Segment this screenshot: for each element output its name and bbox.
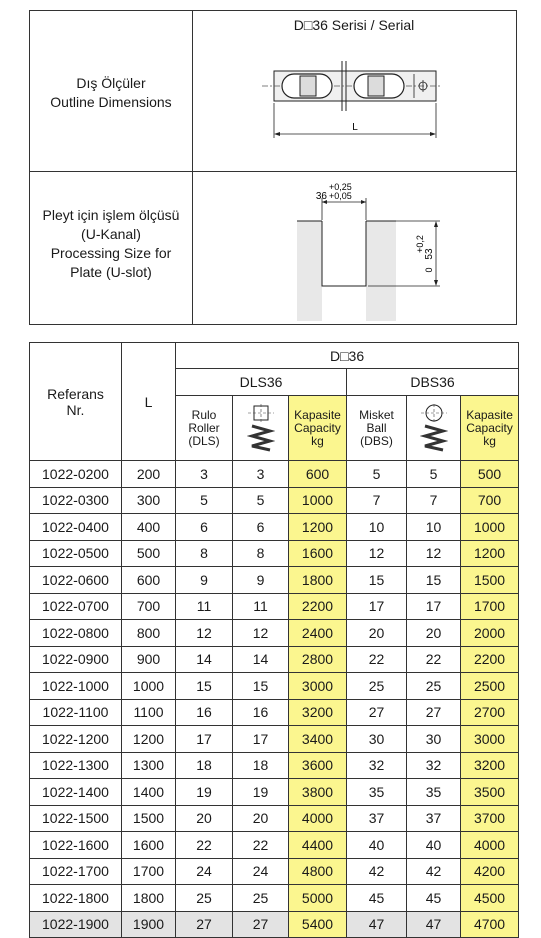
cell-dbs-ball-qty: 27: [407, 699, 461, 726]
cell-dls-roller-qty: 5: [233, 487, 289, 514]
cell-dbs-ball-qty: 10: [407, 514, 461, 541]
cell-l: 400: [122, 514, 176, 541]
cell-dbs-ball: 42: [347, 858, 407, 885]
cell-dls-roller: 15: [176, 673, 233, 700]
cell-dbs-ball: 22: [347, 646, 407, 673]
cell-l: 500: [122, 540, 176, 567]
cell-dls-roller: 18: [176, 752, 233, 779]
cell-dls-roller: 6: [176, 514, 233, 541]
cell-l: 300: [122, 487, 176, 514]
table-row: [30, 726, 519, 753]
cell-dls-roller-qty: 8: [233, 540, 289, 567]
cell-referans: 1022-0200: [30, 461, 122, 488]
cell-dls-capacity: 1000: [289, 487, 347, 514]
length-dimension-label: L: [352, 122, 358, 133]
dbs-header: DBS36: [347, 369, 519, 396]
cell-dbs-capacity: 4700: [461, 911, 519, 938]
table-row: [30, 779, 519, 806]
cell-dls-capacity: 2200: [289, 593, 347, 620]
cell-dls-roller-qty: 14: [233, 646, 289, 673]
cell-dls-roller-qty: 16: [233, 699, 289, 726]
processing-line-4: Plate (U-slot): [70, 264, 152, 280]
cell-referans: 1022-1300: [30, 752, 122, 779]
roller-spring-icon: [247, 404, 275, 452]
cell-dbs-ball-qty: 35: [407, 779, 461, 806]
table-row: [30, 620, 519, 647]
spec-table: [29, 342, 519, 938]
cell-dbs-ball-qty: 7: [407, 487, 461, 514]
table-body: [30, 461, 519, 938]
col-header-capacity-dbs: Kapasite Capacity kg: [461, 396, 519, 461]
cell-l: 600: [122, 567, 176, 594]
cell-l: 1600: [122, 832, 176, 859]
col-header-ball-icon: [407, 396, 461, 461]
cell-dbs-ball-qty: 40: [407, 832, 461, 859]
cell-dbs-capacity: 2200: [461, 646, 519, 673]
cell-dbs-ball: 5: [347, 461, 407, 488]
processing-line-2: (U-Kanal): [81, 226, 141, 242]
outline-drawing: [260, 56, 450, 146]
col-header-capacity-dls: Kapasite Capacity kg: [289, 396, 347, 461]
cell-dbs-ball: 40: [347, 832, 407, 859]
cell-dbs-ball: 45: [347, 885, 407, 912]
divider-horizontal: [30, 171, 516, 172]
cell-l: 1400: [122, 779, 176, 806]
cell-dls-roller-qty: 11: [233, 593, 289, 620]
table-row: [30, 646, 519, 673]
cell-dls-roller: 11: [176, 593, 233, 620]
cell-dbs-ball: 17: [347, 593, 407, 620]
cell-dbs-ball: 20: [347, 620, 407, 647]
cell-dbs-capacity: 3700: [461, 805, 519, 832]
cell-l: 1200: [122, 726, 176, 753]
cell-dbs-ball-qty: 20: [407, 620, 461, 647]
cell-dls-roller: 24: [176, 858, 233, 885]
cell-dbs-ball-qty: 30: [407, 726, 461, 753]
cell-dls-capacity: 2800: [289, 646, 347, 673]
processing-size-label: [30, 206, 192, 282]
cell-dls-capacity: 4800: [289, 858, 347, 885]
cell-dls-roller-qty: 18: [233, 752, 289, 779]
cell-dbs-capacity: 2000: [461, 620, 519, 647]
cell-l: 200: [122, 461, 176, 488]
cell-dbs-ball-qty: 17: [407, 593, 461, 620]
cell-dls-roller-qty: 15: [233, 673, 289, 700]
cell-dbs-ball-qty: 22: [407, 646, 461, 673]
cell-dls-capacity: 3200: [289, 699, 347, 726]
serial-title: D□36 Serisi / Serial: [293, 17, 415, 33]
cell-dbs-ball: 12: [347, 540, 407, 567]
slot-width-value: 36: [315, 191, 327, 202]
slot-depth-tolerance-upper: +0,2: [415, 235, 425, 253]
cell-referans: 1022-0900: [30, 646, 122, 673]
cell-dls-roller: 16: [176, 699, 233, 726]
cell-l: 1000: [122, 673, 176, 700]
cell-dls-roller: 17: [176, 726, 233, 753]
col-header-roller-icon: [233, 396, 289, 461]
cell-dbs-capacity: 700: [461, 487, 519, 514]
cell-dbs-capacity: 1700: [461, 593, 519, 620]
u-slot-drawing: [292, 176, 452, 324]
cell-dls-roller: 19: [176, 779, 233, 806]
cell-dbs-ball: 37: [347, 805, 407, 832]
cell-referans: 1022-0500: [30, 540, 122, 567]
cell-dls-capacity: 5400: [289, 911, 347, 938]
cell-dls-capacity: 4000: [289, 805, 347, 832]
dls-header: DLS36: [176, 369, 347, 396]
group-header: D□36: [176, 343, 519, 369]
cell-dbs-capacity: 1200: [461, 540, 519, 567]
cell-dbs-capacity: 500: [461, 461, 519, 488]
cell-dbs-ball-qty: 15: [407, 567, 461, 594]
cell-referans: 1022-1800: [30, 885, 122, 912]
cell-referans: 1022-1900: [30, 911, 122, 938]
cell-dls-roller: 3: [176, 461, 233, 488]
col-header-rulo: Rulo Roller (DLS): [176, 396, 233, 461]
cell-dbs-capacity: 1500: [461, 567, 519, 594]
cell-dls-capacity: 1800: [289, 567, 347, 594]
cell-dbs-capacity: 3200: [461, 752, 519, 779]
table-row: [30, 461, 519, 488]
cell-referans: 1022-0400: [30, 514, 122, 541]
cell-l: 1100: [122, 699, 176, 726]
cell-l: 1900: [122, 911, 176, 938]
cell-dls-capacity: 1600: [289, 540, 347, 567]
cell-referans: 1022-1200: [30, 726, 122, 753]
cell-dls-roller-qty: 12: [233, 620, 289, 647]
cell-dbs-ball: 30: [347, 726, 407, 753]
cell-dls-capacity: 600: [289, 461, 347, 488]
table-row: [30, 805, 519, 832]
cell-dls-capacity: 1200: [289, 514, 347, 541]
cell-dbs-capacity: 3000: [461, 726, 519, 753]
cell-referans: 1022-0300: [30, 487, 122, 514]
col-header-l: L: [122, 343, 176, 461]
cell-dls-roller-qty: 6: [233, 514, 289, 541]
table-row: [30, 911, 519, 938]
table-row: [30, 487, 519, 514]
slot-depth-tolerance-lower: 0: [424, 267, 434, 273]
cell-l: 1500: [122, 805, 176, 832]
table-row: [30, 514, 519, 541]
cell-dbs-ball-qty: 42: [407, 858, 461, 885]
table-row: [30, 567, 519, 594]
cell-l: 800: [122, 620, 176, 647]
table-row: [30, 885, 519, 912]
slot-width-tolerance-lower: +0,05: [329, 191, 352, 201]
cell-dls-roller: 12: [176, 620, 233, 647]
table-row: [30, 858, 519, 885]
cell-dbs-ball: 35: [347, 779, 407, 806]
cell-dls-capacity: 4400: [289, 832, 347, 859]
cell-referans: 1022-0800: [30, 620, 122, 647]
divider-vertical: [192, 11, 193, 324]
cell-dls-roller-qty: 19: [233, 779, 289, 806]
ball-spring-icon: [420, 404, 448, 452]
cell-dbs-ball: 15: [347, 567, 407, 594]
cell-dls-roller: 22: [176, 832, 233, 859]
cell-dbs-capacity: 4200: [461, 858, 519, 885]
table-row: [30, 832, 519, 859]
cell-dls-roller-qty: 3: [233, 461, 289, 488]
cell-dbs-ball: 10: [347, 514, 407, 541]
table-row: [30, 540, 519, 567]
col-header-referans: Referans Nr.: [30, 343, 122, 461]
cell-dbs-ball-qty: 37: [407, 805, 461, 832]
cell-dbs-ball: 7: [347, 487, 407, 514]
cell-dls-roller: 8: [176, 540, 233, 567]
cell-dbs-ball-qty: 47: [407, 911, 461, 938]
cell-dbs-ball: 25: [347, 673, 407, 700]
table-row: [30, 752, 519, 779]
cell-dls-capacity: 3400: [289, 726, 347, 753]
cell-dls-roller-qty: 24: [233, 858, 289, 885]
cell-dls-roller-qty: 22: [233, 832, 289, 859]
cell-dls-roller-qty: 9: [233, 567, 289, 594]
outline-dimensions-label: [30, 74, 192, 112]
cell-dls-capacity: 2400: [289, 620, 347, 647]
table-row: [30, 673, 519, 700]
dimensions-panel: [29, 10, 517, 325]
cell-dbs-capacity: 2700: [461, 699, 519, 726]
cell-dls-roller-qty: 25: [233, 885, 289, 912]
cell-referans: 1022-0600: [30, 567, 122, 594]
cell-l: 700: [122, 593, 176, 620]
cell-dls-roller: 27: [176, 911, 233, 938]
cell-l: 1700: [122, 858, 176, 885]
table-row: [30, 593, 519, 620]
cell-l: 900: [122, 646, 176, 673]
cell-l: 1300: [122, 752, 176, 779]
slot-depth-value: 53: [424, 248, 435, 260]
cell-dls-capacity: 5000: [289, 885, 347, 912]
cell-referans: 1022-1100: [30, 699, 122, 726]
processing-line-3: Processing Size for: [50, 245, 172, 261]
cell-dbs-ball-qty: 45: [407, 885, 461, 912]
cell-dls-roller: 20: [176, 805, 233, 832]
cell-dls-capacity: 3800: [289, 779, 347, 806]
cell-referans: 1022-1600: [30, 832, 122, 859]
cell-dls-capacity: 3600: [289, 752, 347, 779]
cell-referans: 1022-1700: [30, 858, 122, 885]
cell-dbs-ball: 27: [347, 699, 407, 726]
cell-dls-roller: 25: [176, 885, 233, 912]
cell-dbs-ball: 47: [347, 911, 407, 938]
slot-width-tolerance-upper: +0,25: [329, 182, 352, 192]
cell-dbs-ball: 32: [347, 752, 407, 779]
cell-dls-capacity: 3000: [289, 673, 347, 700]
processing-line-1: Pleyt için işlem ölçüsü: [42, 207, 180, 223]
cell-referans: 1022-0700: [30, 593, 122, 620]
cell-dls-roller-qty: 17: [233, 726, 289, 753]
outline-label-tr: Dış Ölçüler: [76, 75, 146, 91]
cell-dls-roller: 9: [176, 567, 233, 594]
cell-dls-roller: 5: [176, 487, 233, 514]
outline-label-en: Outline Dimensions: [50, 94, 172, 110]
cell-dbs-ball-qty: 32: [407, 752, 461, 779]
cell-dbs-capacity: 2500: [461, 673, 519, 700]
cell-referans: 1022-1400: [30, 779, 122, 806]
cell-dbs-ball-qty: 5: [407, 461, 461, 488]
cell-dbs-capacity: 3500: [461, 779, 519, 806]
col-header-misket: Misket Ball (DBS): [347, 396, 407, 461]
cell-dbs-ball-qty: 25: [407, 673, 461, 700]
cell-dls-roller-qty: 27: [233, 911, 289, 938]
cell-dbs-capacity: 4500: [461, 885, 519, 912]
cell-dls-roller-qty: 20: [233, 805, 289, 832]
cell-dls-roller: 14: [176, 646, 233, 673]
cell-dbs-capacity: 4000: [461, 832, 519, 859]
cell-referans: 1022-1000: [30, 673, 122, 700]
cell-dbs-capacity: 1000: [461, 514, 519, 541]
table-row: [30, 699, 519, 726]
cell-referans: 1022-1500: [30, 805, 122, 832]
cell-dbs-ball-qty: 12: [407, 540, 461, 567]
cell-l: 1800: [122, 885, 176, 912]
